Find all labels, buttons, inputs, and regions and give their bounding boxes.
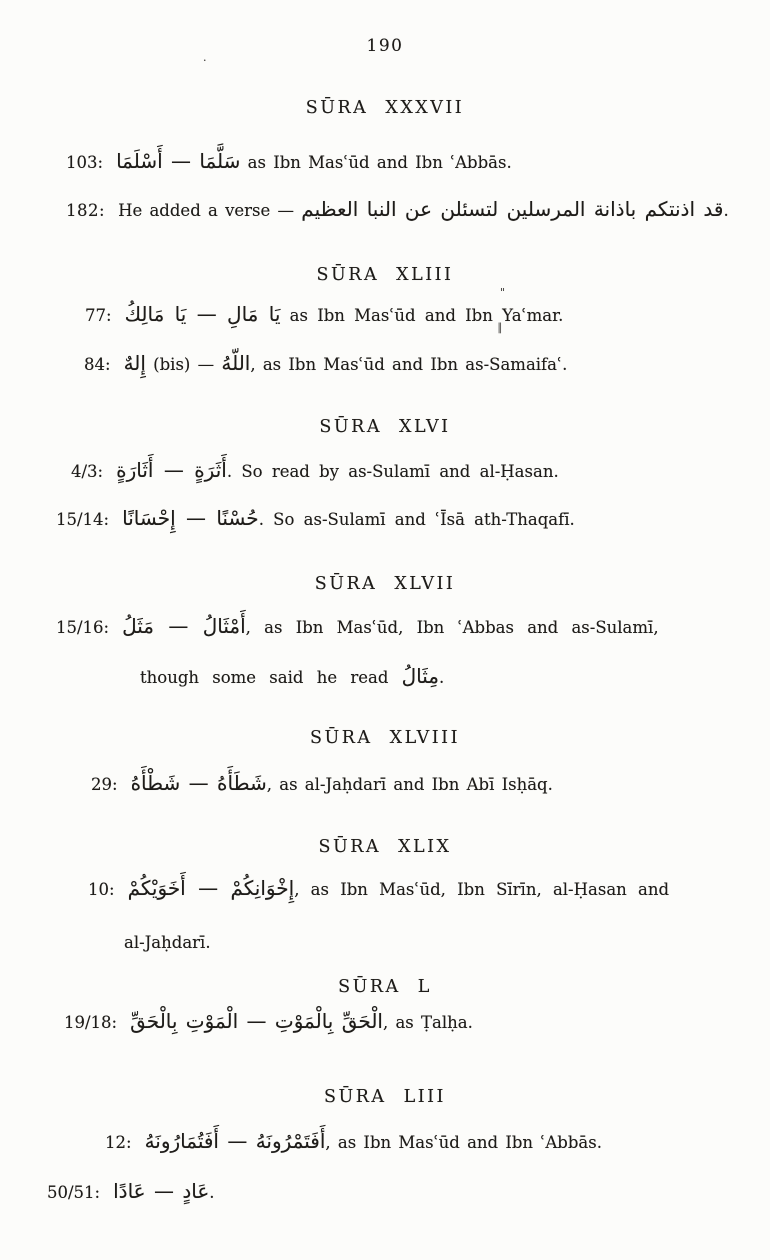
arabic-variant-text: عَادٍ — عَادًا: [113, 1179, 210, 1203]
verse-number: 103:: [66, 153, 104, 172]
arabic-variant-text: شَطَأَهُ — شَطْأَهُ: [130, 771, 267, 795]
arabic-variant-text: سَلَّمَا — أَسْلَمَا: [116, 149, 241, 173]
verse-number: 50/51:: [47, 1183, 101, 1202]
verse-number: 84:: [84, 355, 111, 374]
entry-row: [66, 146, 512, 178]
scan-artifact: ·: [203, 54, 207, 67]
scan-artifact: ": [500, 286, 506, 299]
scan-artifact: ║: [497, 324, 503, 334]
english-note-text: . So as-Sulamī and ʿĪsā ath-Thaqafī.: [258, 510, 575, 529]
entry-row: [124, 928, 211, 958]
arabic-variant-text: أَمْثَالُ — مَثَلُ: [122, 614, 246, 638]
entry-row: [56, 611, 659, 643]
english-note-text: as Ibn Masʿūd and Ibn ʿAbbās.: [240, 153, 512, 172]
verse-number: 15/14:: [56, 510, 110, 529]
page-number: 190: [366, 36, 404, 56]
english-note-text: , as Ṭalḥa.: [382, 1013, 473, 1032]
verse-number: 19/18:: [64, 1013, 118, 1032]
english-note-text: , as Ibn Masʿūd and Ibn as-Samaifaʿ.: [250, 355, 568, 374]
arabic-variant-text: أَفَتَمْرُونَهُ — أَفَتُمَارُونَهُ: [144, 1129, 326, 1153]
verse-number: 77:: [85, 306, 112, 325]
verse-number: 15/16:: [56, 618, 110, 637]
english-note-text: .: [439, 668, 445, 687]
english-note-text: . So read by as-Sulamī and al-Ḥasan.: [226, 462, 559, 481]
entry-row: [56, 503, 575, 535]
entry-row: [105, 1126, 602, 1158]
entry-row: [64, 1006, 473, 1038]
arabic-variant-text: قد اذنتكم باذانة المرسلين لتسئلن عن النبا العظيم: [301, 197, 724, 221]
entry-row: [88, 873, 669, 905]
english-note-text: al-Jaḥdarī.: [124, 933, 211, 952]
entry-row: [85, 299, 563, 331]
arabic-variant-text: يَا مَالِ — يَا مَالِكُ: [124, 302, 281, 326]
sura-heading: SŪRA XLVIII: [310, 728, 460, 748]
arabic-variant-text: أَثَرَةٍ — أَثَارَةٍ: [116, 458, 227, 482]
english-note-text: , as Ibn Masʿūd, Ibn Sīrīn, al-Ḥasan and: [294, 880, 670, 899]
arabic-variant-text: مِثَالُ: [401, 664, 440, 688]
entry-row: [47, 1176, 215, 1208]
arabic-variant-text: الْحَقِّ بِالْمَوْتِ — الْمَوْتِ بِالْحَقِّ: [130, 1009, 383, 1033]
verse-number: 12:: [105, 1133, 132, 1152]
english-note-text: , as al-Jaḥdarī and Ibn Abī Isḥāq.: [266, 775, 553, 794]
sura-heading: SŪRA LIII: [324, 1087, 446, 1107]
arabic-variant-text: إِخْوَانِكُمْ — أَخَوَيْكُمْ: [127, 876, 295, 900]
arabic-variant-text: إِلهٌ: [123, 351, 146, 375]
english-note-text: though some said he read: [140, 668, 402, 687]
arabic-variant-text: حُسْنًا — إِحْسَانًا: [122, 506, 259, 530]
entry-row: [66, 194, 729, 226]
sura-heading: SŪRA XLIII: [316, 265, 454, 285]
verse-number: 10:: [88, 880, 115, 899]
entry-row: [71, 455, 559, 487]
sura-heading: SŪRA XLIX: [318, 837, 452, 857]
english-note-text: .: [723, 201, 729, 220]
english-note-text: as Ibn Masʿūd and Ibn Yaʿmar.: [280, 306, 564, 325]
english-note-text: , as Ibn Masʿūd, Ibn ʿAbbas and as-Sulamī,: [245, 618, 659, 637]
sura-heading: SŪRA XXXVII: [305, 98, 465, 118]
sura-heading: SŪRA XLVII: [314, 574, 456, 594]
entry-row: [91, 768, 553, 800]
entry-row: [84, 348, 567, 380]
english-note-text: He added a verse —: [118, 201, 302, 220]
verse-number: 29:: [91, 775, 118, 794]
english-note-text: .: [209, 1183, 215, 1202]
sura-heading: SŪRA XLVI: [319, 417, 451, 437]
arabic-variant-text: اللّهُ: [221, 351, 251, 375]
english-note-text: , as Ibn Masʿūd and Ibn ʿAbbās.: [325, 1133, 602, 1152]
entry-row: [140, 661, 444, 693]
verse-number: 182:: [66, 201, 106, 220]
sura-heading: SŪRA L: [338, 977, 432, 997]
verse-number: 4/3:: [71, 462, 104, 481]
english-note-text: (bis) —: [145, 355, 222, 374]
